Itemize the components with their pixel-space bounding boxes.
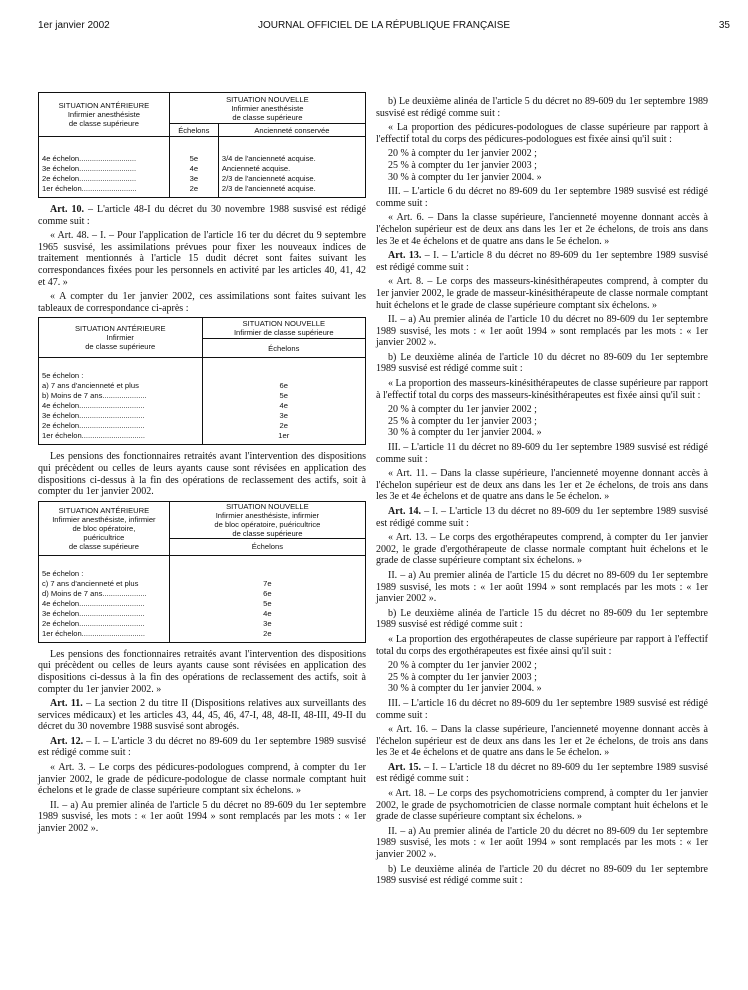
paragraph: II. – a) Au premier alinéa de l'article 20 du décret no 89-609 du 1er septembre 1989 susvisé, les mots : « 1er août 1994 » sont remplacés par les mots : « 1er janvier 2002 ». — [376, 825, 708, 861]
table2-col-echelons — [202, 358, 366, 445]
paragraph: « Art. 16. – Dans la classe supérieure, l'ancienneté moyenne donnant accès à l'échelon supérieur est de deux ans dans les 1er et 2e échelons, de trois ans dans les 3e et 4e échelons et de quatre ans dans le 5e échelon. » — [376, 724, 708, 759]
table1-col-anterieure — [39, 137, 170, 198]
table-cell: 5e — [279, 391, 288, 401]
table3-col-echelons — [169, 555, 365, 642]
header-page-number: 35 — [718, 20, 730, 31]
table1-header-situation-anterieure: SITUATION ANTÉRIEURE Infirmier anesthésiste de classe supérieure — [39, 93, 170, 137]
paragraph: b) Le deuxième alinéa de l'article 15 du décret no 89-609 du 1er septembre 1989 susvisé est rédigé comme suit : — [376, 607, 708, 631]
table-cell: 1er échelon.............................. — [42, 431, 145, 441]
paragraph: Art. 15. – I. – L'article 18 du décret no 89-609 du 1er septembre 1989 susvisé est rédigé comme suit : — [376, 761, 708, 785]
paragraph: « Art. 18. – Le corps des psychomotriciens comprend, à compter du 1er janvier 2002, le grade de psychomotricien de classe normale comptant huit échelons et le grade de classe supérieure comptant six échelons. » — [376, 788, 708, 823]
paragraph: II. – a) Au premier alinéa de l'article 5 du décret no 89-609 du 1er septembre 1989 susvisé, les mots : « 1er août 1994 » sont remplacés par les mots : « 1er janvier 2002 ». — [38, 799, 366, 835]
table-cell: 4e — [279, 401, 288, 411]
table-cell: 4e — [189, 164, 199, 173]
table-cell: c) 7 ans d'ancienneté et plus — [42, 578, 139, 588]
table-cell — [173, 569, 362, 579]
header-journal-title: JOURNAL OFFICIEL DE LA RÉPUBLIQUE FRANÇAISE — [257, 20, 511, 31]
table3-header-situation-anterieure: SITUATION ANTÉRIEURE Infirmier anesthésiste, infirmier de bloc opératoire, puéricultrice de classe supérieure — [39, 501, 170, 555]
table-cell: 2e — [279, 421, 288, 431]
table2-header-situation-anterieure: SITUATION ANTÉRIEURE Infirmier de classe supérieure — [39, 318, 203, 358]
table-cell: 5e échelon : — [42, 371, 84, 381]
proportion-line: 25 % à compter du 1er janvier 2003 ; — [388, 671, 537, 683]
left-column — [38, 92, 366, 838]
table-cell: Ancienneté acquise. — [221, 164, 291, 173]
paragraph: « Art. 3. – Le corps des pédicures-podologues comprend, à compter du 1er janvier 2002, le grade de pédicure-podologue de classe normale comptant huit échelons et le grade de classe supérieure comptant six échelons. » — [38, 762, 366, 797]
table-cell: 3e échelon........................... — [42, 164, 137, 173]
paragraph: II. – a) Au premier alinéa de l'article 10 du décret no 89-609 du 1er septembre 1989 susvisé, les mots : « 1er août 1994 » sont remplacés par les mots : « 1er janvier 2002 ». — [376, 314, 708, 349]
table-infirmier-bloc — [38, 501, 366, 643]
table-cell: 2e échelon............................... — [42, 618, 145, 628]
paragraph: « Art. 6. – Dans la classe supérieure, l'ancienneté moyenne donnant accès à l'échelon supérieur est de deux ans dans les 1er et 2e échelons, de trois ans dans les 3e et 4e échelons et de quatre ans dans le 5e échelon. » — [376, 212, 708, 247]
proportion-line: 25 % à compter du 1er janvier 2003 ; — [388, 415, 537, 427]
paragraph: Les pensions des fonctionnaires retraités avant l'intervention des dispositions qui précèdent ou celles de leurs ayants cause sont révisées en application des dispositions ci-dessus à la fin des opérations de reclassement des actifs, soit à compter du 1er janvier 2002. — [38, 451, 366, 498]
table-cell: 3/4 de l'ancienneté acquise. — [221, 154, 316, 163]
paragraph: « La proportion des masseurs-kinésithérapeutes de classe supérieure par rapport à l'effectif total du corps des masseurs-kinésithérapeutes est fixée ainsi qu'il suit : — [376, 378, 708, 401]
paragraph: II. – a) Au premier alinéa de l'article 15 du décret no 89-609 du 1er septembre 1989 susvisé, les mots : « 1er août 1994 » sont remplacés par les mots : « 1er janvier 2002 ». — [376, 569, 708, 605]
paragraph: Art. 13. – I. – L'article 8 du décret no 89-609 du 1er septembre 1989 susvisé est rédigé comme suit : — [376, 250, 708, 273]
table-cell: 7e — [263, 578, 272, 588]
proportion-line: 30 % à compter du 1er janvier 2004. » — [388, 683, 542, 695]
table-infirmier — [38, 317, 366, 445]
table-cell: 6e — [279, 381, 288, 391]
table-cell: 2e — [189, 184, 199, 193]
proportion-line: 30 % à compter du 1er janvier 2004. » — [388, 171, 542, 183]
table-cell: 2e échelon............................... — [42, 421, 145, 431]
paragraph: b) Le deuxième alinéa de l'article 10 du décret no 89-609 du 1er septembre 1989 susvisé est rédigé comme suit : — [376, 351, 708, 375]
table-cell: 3e — [263, 618, 272, 628]
table-cell: 3e échelon............................... — [42, 608, 145, 618]
table-cell: 6e — [263, 588, 272, 598]
right-column — [376, 96, 708, 890]
paragraph: Art. 12. – I. – L'article 3 du décret no 89-609 du 1er septembre 1989 susvisé est rédigé comme suit : — [38, 735, 366, 759]
table2-header-situation-nouvelle: SITUATION NOUVELLE Infirmier de classe supérieure — [202, 318, 366, 339]
table-cell: d) Moins de 7 ans..................... — [42, 588, 147, 598]
table-cell: 1er échelon.......................... — [42, 184, 137, 193]
table1-header-echelons: Échelons — [169, 124, 218, 137]
paragraph: « Art. 48. – I. – Pour l'application de l'article 16 ter du décret du 9 septembre 1965 susvisé, les assimilations prévues pour fixer les nouveaux indices de traitement mentionnés à l'article 15 dudit décret sont faites suivant les correspondances fixées pour les personnels en activité par les articles 40, 41, 42 et 47. » — [38, 230, 366, 288]
header-date: 1er janvier 2002 — [38, 20, 110, 31]
paragraph: III. – L'article 11 du décret no 89-609 du 1er septembre 1989 susvisé est rédigé comme suit : — [376, 442, 708, 465]
table-cell: 2e — [263, 628, 272, 638]
table-cell: 2/3 de l'ancienneté acquise. — [221, 174, 316, 183]
paragraph: b) Le deuxième alinéa de l'article 5 du décret no 89-609 du 1er septembre 1989 susvisé est rédigé comme suit : — [376, 96, 708, 119]
paragraph: III. – L'article 16 du décret no 89-609 du 1er septembre 1989 susvisé est rédigé comme suit : — [376, 697, 708, 721]
table1-col-anciennete — [218, 137, 365, 198]
paragraph: Art. 14. – I. – L'article 13 du décret no 89-609 du 1er septembre 1989 susvisé est rédigé comme suit : — [376, 506, 708, 529]
paragraph: III. – L'article 6 du décret no 89-609 du 1er septembre 1989 susvisé est rédigé comme suit : — [376, 186, 708, 209]
proportion-line: 25 % à compter du 1er janvier 2003 ; — [388, 159, 537, 171]
paragraph: « A compter du 1er janvier 2002, ces assimilations sont faites suivant les tableaux de correspondance ci-après : — [38, 291, 366, 314]
paragraph: b) Le deuxième alinéa de l'article 20 du décret no 89-609 du 1er septembre 1989 susvisé est rédigé comme suit : — [376, 863, 708, 887]
table-cell: 3e — [279, 411, 288, 421]
paragraph: Art. 11. – La section 2 du titre II (Dispositions relatives aux surveillants des services médicaux) et les articles 43, 44, 45, 46, 47-I, 48, 48-II, 48-III, 49-II du décret du 30 novembre 1988 susvisé sont abrogés. — [38, 698, 366, 733]
table3-header-situation-nouvelle: SITUATION NOUVELLE Infirmier anesthésiste, infirmier de bloc opératoire, puéricultrice de classe supérieure — [169, 501, 365, 538]
paragraph: Art. 10. – L'article 48-I du décret du 30 novembre 1988 susvisé est rédigé comme suit : — [38, 204, 366, 227]
table-cell: 4e — [263, 608, 272, 618]
table1-col-echelons — [169, 137, 218, 198]
table-cell: 4e échelon............................... — [42, 401, 145, 411]
table-cell: 1er — [278, 431, 290, 441]
table-cell: 3e — [189, 174, 199, 183]
proportion-line: 20 % à compter du 1er janvier 2002 ; — [388, 660, 537, 672]
paragraph: « Art. 11. – Dans la classe supérieure, l'ancienneté moyenne donnant accès à l'échelon supérieur est de deux ans dans les 1er et 2e échelons, de trois ans dans les 3e et 4e échelons et de quatre ans dans le 5e échelon. » — [376, 468, 708, 503]
table-cell: 5e — [189, 154, 199, 163]
table3-header-echelons: Échelons — [169, 538, 365, 555]
table-cell: 2e échelon........................... — [42, 174, 137, 183]
table1-header-anciennete: Ancienneté conservée — [218, 124, 365, 137]
table-infirmier-anesthesiste — [38, 92, 366, 198]
proportion-line: 20 % à compter du 1er janvier 2002 ; — [388, 148, 537, 160]
paragraph: « La proportion des pédicures-podologues de classe supérieure par rapport à l'effectif total du corps des pédicures-podologues est fixée ainsi qu'il suit : — [376, 122, 708, 145]
table-cell: b) Moins de 7 ans..................... — [42, 391, 147, 401]
table2-col-anterieure — [39, 358, 203, 445]
paragraph: « La proportion des ergothérapeutes de classe supérieure par rapport à l'effectif total du corps des ergothérapeutes est fixée ainsi qu'il suit : — [376, 633, 708, 657]
table2-header-echelons: Échelons — [202, 339, 366, 358]
page-header — [38, 20, 730, 36]
table-cell — [206, 371, 363, 381]
table3-col-anterieure — [39, 555, 170, 642]
table-cell: 2/3 de l'ancienneté acquise. — [221, 184, 316, 193]
table1-header-situation-nouvelle: SITUATION NOUVELLE Infirmier anesthésiste de classe supérieure — [169, 93, 365, 124]
table-cell: 4e échelon............................... — [42, 598, 145, 608]
table-cell: 1er échelon.............................. — [42, 628, 145, 638]
paragraph: Les pensions des fonctionnaires retraités avant l'intervention des dispositions qui précèdent ou celles de leurs ayants cause sont révisées en application des dispositions ci-dessus à la fin des opérations de reclassement des actifs, soit à compter du 1er janvier 2002. » — [38, 648, 366, 695]
proportion-line: 30 % à compter du 1er janvier 2004. » — [388, 427, 542, 439]
proportion-line: 20 % à compter du 1er janvier 2002 ; — [388, 404, 537, 416]
table-cell: 3e échelon............................... — [42, 411, 145, 421]
table-cell: a) 7 ans d'ancienneté et plus — [42, 381, 139, 391]
table-cell: 5e échelon : — [42, 568, 84, 578]
paragraph: « Art. 13. – Le corps des ergothérapeutes comprend, à compter du 1er janvier 2002, le grade d'ergothérapeute de classe normale comptant huit échelons et le grade de classe supérieure comptant six échelons. » — [376, 532, 708, 567]
table-cell: 5e — [263, 598, 272, 608]
table-cell: 4e échelon........................... — [42, 154, 137, 163]
paragraph: « Art. 8. – Le corps des masseurs-kinésithérapeutes comprend, à compter du 1er janvier 2002, le grade de masseur-kinésithérapeute de classe normale comptant huit échelons et le grade de classe supérieure comptant six échelons. » — [376, 276, 708, 311]
